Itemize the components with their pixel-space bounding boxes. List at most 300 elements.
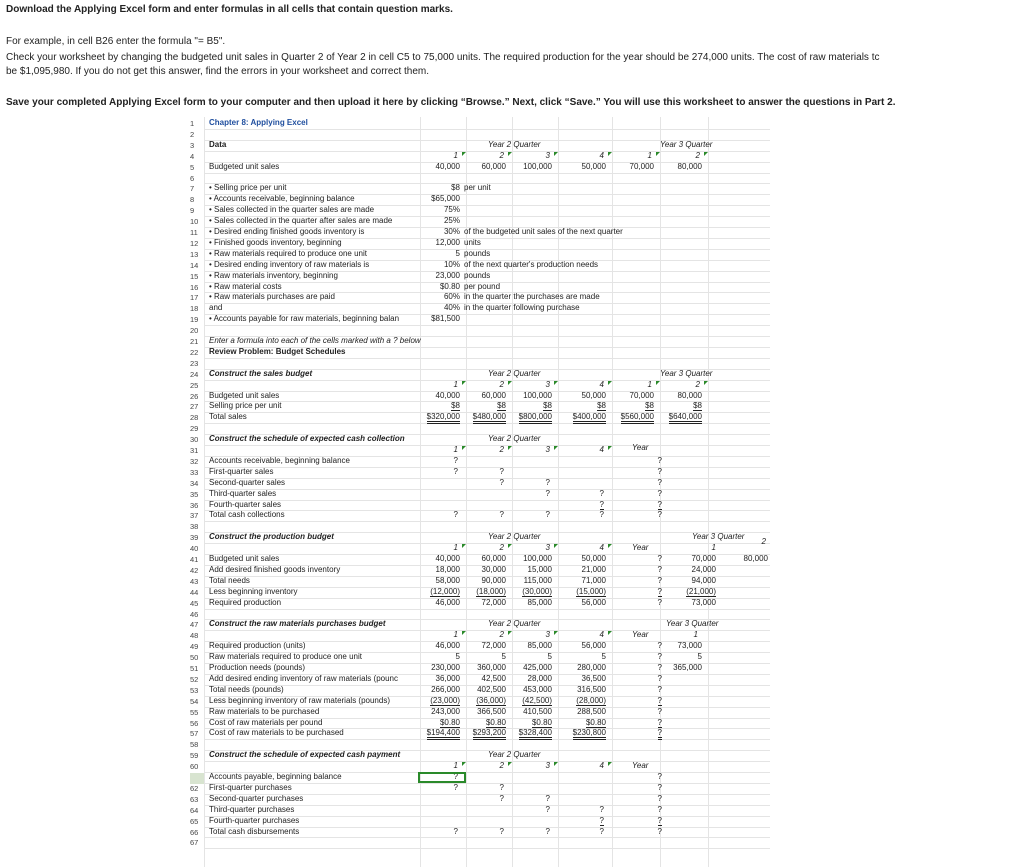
formula-cell[interactable]: ?: [657, 684, 662, 694]
cell-value[interactable]: (12,000): [430, 586, 460, 596]
formula-cell[interactable]: ?: [453, 455, 458, 465]
row-number: 4: [190, 151, 195, 161]
row-number: 45: [190, 598, 199, 608]
quarter-header: 2: [499, 543, 504, 553]
formula-cell[interactable]: ?: [499, 793, 504, 803]
cell-value[interactable]: 23,000: [435, 270, 460, 280]
formula-cell[interactable]: ?: [657, 652, 662, 662]
cell-value[interactable]: 25%: [443, 216, 460, 226]
row-label: Third-quarter purchases: [209, 804, 295, 814]
row-label: Total sales: [209, 412, 247, 422]
row-label: Budgeted unit sales: [209, 390, 280, 400]
column-group-header: Year 3 Quarter: [660, 368, 713, 378]
cell-value[interactable]: (42,500): [522, 695, 552, 705]
row-number: 50: [190, 653, 199, 663]
formula-cell[interactable]: ?: [499, 826, 504, 836]
row-label: Raw materials to be purchased: [209, 706, 320, 716]
quarter-header: 2: [695, 150, 700, 160]
row-label: Construct the sales budget: [209, 368, 313, 378]
quarter-header: 1: [647, 150, 652, 160]
quarter-header: 4: [599, 543, 604, 553]
quarter-header: 1: [693, 630, 698, 640]
cell-value[interactable]: 73,000: [691, 597, 716, 607]
instruction-save: Save your completed Applying Excel form to your computer and then upload it here by clicking “Browse.” Next, click “Save.” You will use this worksheet to answer the questions in Part 2.: [6, 97, 896, 108]
cell-value[interactable]: 80,000: [743, 554, 768, 563]
cell-value[interactable]: 56,000: [581, 597, 606, 607]
cell-comment-marker: [462, 381, 466, 385]
row-label: Required production (units): [209, 641, 306, 651]
row-number: 57: [190, 729, 199, 739]
cell-comment-marker: [462, 544, 466, 548]
cell-comment-marker: [704, 381, 708, 385]
quarter-header: 1: [453, 445, 458, 454]
row-label: Total cash disbursements: [209, 826, 300, 836]
quarter-header: 2: [695, 379, 700, 389]
cell-value[interactable]: (28,000): [576, 695, 606, 705]
cell-value[interactable]: 288,500: [577, 706, 606, 716]
quarter-header: 3: [545, 445, 550, 454]
column-group-header: Year 2 Quarter: [488, 532, 541, 542]
gridline: [204, 151, 770, 152]
cell-value[interactable]: 40%: [443, 303, 460, 313]
cell-value[interactable]: 100,000: [523, 554, 552, 563]
quarter-header: 3: [545, 543, 550, 553]
quarter-header: 2: [499, 150, 504, 160]
cell-value[interactable]: $400,000: [573, 412, 606, 424]
row-number: 65: [190, 816, 199, 826]
row-number: 41: [190, 555, 199, 564]
cell-value[interactable]: 266,000: [431, 684, 460, 694]
row-label: Less beginning inventory of raw materials (pounds): [209, 695, 390, 705]
cell-value[interactable]: 5: [455, 248, 460, 258]
row-label: • Raw materials purchases are paid: [209, 292, 335, 302]
row-number: 60: [190, 762, 199, 772]
row-label: Cost of raw materials to be purchased: [209, 728, 344, 738]
formula-cell[interactable]: ?: [453, 782, 458, 792]
cell-value[interactable]: 72,000: [481, 641, 506, 651]
cell-value[interactable]: 360,000: [477, 663, 506, 672]
row-number: 63: [190, 794, 199, 804]
row-number: 40: [190, 544, 199, 554]
cell-value[interactable]: $293,200: [473, 728, 506, 740]
formula-cell[interactable]: ?: [599, 815, 604, 825]
formula-cell[interactable]: ?: [599, 488, 604, 498]
row-label: Review Problem: Budget Schedules: [209, 346, 346, 356]
cell-value[interactable]: $8: [451, 183, 460, 193]
cell-value[interactable]: 50,000: [581, 390, 606, 400]
cell-value[interactable]: $480,000: [473, 412, 506, 424]
row-number: 28: [190, 413, 199, 423]
formula-cell[interactable]: ?: [657, 706, 662, 716]
quarter-header: 1: [453, 543, 458, 553]
row-number: 1: [190, 119, 195, 128]
formula-cell[interactable]: ?: [545, 488, 550, 498]
row-number: 22: [190, 347, 199, 357]
row-number: 19: [190, 315, 199, 325]
formula-cell[interactable]: ?: [453, 510, 458, 520]
gridline: [204, 500, 770, 501]
row-number: 59: [190, 751, 199, 761]
cell-comment-marker: [508, 446, 512, 450]
row-label: • Accounts receivable, beginning balance: [209, 194, 355, 204]
cell-comment-marker: [608, 544, 612, 548]
cell-value[interactable]: $8: [597, 401, 606, 411]
cell-value[interactable]: 28,000: [527, 673, 552, 683]
formula-cell[interactable]: ?: [499, 477, 504, 487]
cell-value[interactable]: 5: [547, 652, 552, 662]
formula-cell[interactable]: ?: [657, 510, 662, 520]
cell-value[interactable]: 70,000: [629, 390, 654, 400]
row-label: Second-quarter purchases: [209, 793, 304, 803]
instruction-check: Check your worksheet by changing the budgeted unit sales in Quarter 2 of Year 2 in cell C5 to 75,000 units. The required production for the year should be 274,000 units. The cost of raw materials tc: [6, 52, 880, 63]
gridline: [204, 380, 770, 381]
row-label: Add desired ending inventory of raw materials (pounc: [209, 673, 398, 683]
cell-value[interactable]: 75%: [443, 205, 460, 215]
gridline: [204, 325, 770, 326]
row-label: First-quarter purchases: [209, 782, 292, 792]
cell-value[interactable]: 42,500: [481, 673, 506, 683]
quarter-header: 3: [545, 761, 550, 771]
cell-value[interactable]: $65,000: [431, 194, 460, 204]
cell-value[interactable]: 72,000: [481, 597, 506, 607]
row-number: 25: [190, 380, 199, 390]
row-number: 9: [190, 206, 195, 216]
cell-value[interactable]: 100,000: [523, 390, 552, 400]
cell-value[interactable]: 40,000: [435, 390, 460, 400]
cell-value[interactable]: 94,000: [691, 575, 716, 585]
row-label: Accounts payable, beginning balance: [209, 772, 342, 781]
cell-value[interactable]: 50,000: [581, 554, 606, 563]
row-label: • Sales collected in the quarter sales are made: [209, 205, 375, 215]
row-number: 35: [190, 489, 199, 499]
cell-value[interactable]: 46,000: [435, 641, 460, 651]
formula-cell[interactable]: ?: [657, 455, 662, 465]
assumption-note: pounds: [464, 270, 491, 280]
cell-value[interactable]: 243,000: [431, 706, 460, 716]
cell-value[interactable]: 5: [601, 652, 606, 662]
row-label: Total needs: [209, 575, 250, 585]
cell-value[interactable]: $0.80: [531, 717, 552, 727]
row-label: Accounts receivable, beginning balance: [209, 455, 350, 465]
row-label: Fourth-quarter sales: [209, 499, 282, 509]
cell-value[interactable]: 50,000: [581, 161, 606, 171]
row-number: 62: [190, 783, 199, 793]
assumption-note: in the quarter following purchase: [464, 303, 580, 313]
cell-value[interactable]: 100,000: [523, 161, 552, 171]
cell-value[interactable]: (23,000): [430, 695, 460, 705]
row-number: 23: [190, 358, 199, 368]
quarter-header: 3: [545, 150, 550, 160]
column-line: [708, 117, 709, 867]
cell-value[interactable]: $8: [497, 401, 506, 411]
row-label: Cost of raw materials per pound: [209, 717, 323, 727]
cell-value[interactable]: 70,000: [629, 161, 654, 171]
row-number: 47: [190, 620, 199, 630]
formula-cell[interactable]: ?: [453, 826, 458, 836]
active-cell-selection[interactable]: [418, 772, 466, 783]
formula-cell[interactable]: ?: [658, 728, 662, 740]
cell-value[interactable]: 85,000: [527, 641, 552, 651]
cell-value[interactable]: $800,000: [519, 412, 552, 424]
formula-cell[interactable]: ?: [657, 793, 662, 803]
gridline: [204, 630, 770, 631]
cell-value[interactable]: 60%: [443, 292, 460, 302]
row-label: • Selling price per unit: [209, 183, 287, 193]
cell-value[interactable]: 230,000: [431, 663, 460, 672]
row-number: 37: [190, 511, 199, 521]
formula-cell[interactable]: ?: [657, 772, 662, 781]
row-number: 17: [190, 293, 199, 303]
formula-cell[interactable]: ?: [657, 815, 662, 825]
cell-value[interactable]: 30%: [443, 227, 460, 236]
row-number: 53: [190, 685, 199, 695]
row-number: 55: [190, 707, 199, 717]
cell-value[interactable]: 30,000: [481, 564, 506, 574]
quarter-header: 1: [453, 379, 458, 389]
cell-value[interactable]: $328,400: [519, 728, 552, 740]
cell-value[interactable]: 90,000: [481, 575, 506, 585]
cell-comment-marker: [554, 446, 558, 450]
formula-cell[interactable]: ?: [657, 673, 662, 683]
cell-value[interactable]: 58,000: [435, 575, 460, 585]
cell-value[interactable]: $8: [693, 401, 702, 411]
column-group-header: Year 2 Quarter: [488, 139, 541, 149]
row-number: 46: [190, 609, 199, 619]
formula-cell[interactable]: ?: [545, 804, 550, 814]
row-number: 64: [190, 805, 199, 815]
year-header: Year: [632, 443, 649, 452]
formula-cell[interactable]: ?: [657, 782, 662, 792]
cell-comment-marker: [462, 152, 466, 156]
row-label: Construct the raw materials purchases budget: [209, 619, 386, 629]
cell-value[interactable]: 12,000: [435, 237, 460, 247]
cell-value[interactable]: $8: [645, 401, 654, 411]
formula-cell[interactable]: ?: [545, 826, 550, 836]
formula-cell[interactable]: ?: [657, 488, 662, 498]
cell-value[interactable]: 40,000: [435, 161, 460, 171]
cell-comment-marker: [554, 381, 558, 385]
cell-value[interactable]: 316,500: [577, 684, 606, 694]
row-label: Construct the schedule of expected cash collection: [209, 434, 405, 444]
cell-value[interactable]: $640,000: [669, 412, 702, 424]
cell-comment-marker: [704, 152, 708, 156]
selected-row-indicator: [190, 773, 204, 784]
quarter-header: 1: [711, 543, 716, 553]
formula-cell[interactable]: ?: [657, 717, 662, 727]
row-label: Fourth-quarter purchases: [209, 815, 300, 825]
cell-value[interactable]: 56,000: [581, 641, 606, 651]
formula-cell[interactable]: ?: [657, 695, 662, 705]
cell-value[interactable]: 5: [501, 652, 506, 662]
cell-value[interactable]: $0.80: [585, 717, 606, 727]
row-label: Less beginning inventory: [209, 586, 298, 596]
cell-value[interactable]: $0.80: [485, 717, 506, 727]
cell-value[interactable]: 46,000: [435, 597, 460, 607]
row-number: 2: [190, 129, 195, 139]
cell-value[interactable]: 410,500: [523, 706, 552, 716]
quarter-header: 1: [453, 150, 458, 160]
assumption-note: pounds: [464, 248, 491, 258]
cell-value[interactable]: 453,000: [523, 684, 552, 694]
row-label: Second-quarter sales: [209, 477, 286, 487]
formula-cell[interactable]: ?: [499, 510, 504, 520]
quarter-header: 4: [599, 630, 604, 640]
cell-value[interactable]: 5: [455, 652, 460, 662]
row-number: 48: [190, 631, 199, 641]
row-number: 6: [190, 173, 195, 183]
cell-value[interactable]: $0.80: [439, 281, 460, 291]
row-label: Total needs (pounds): [209, 684, 284, 694]
row-label: First-quarter sales: [209, 466, 274, 476]
formula-cell[interactable]: ?: [545, 477, 550, 487]
cell-comment-marker: [608, 381, 612, 385]
row-number: 58: [190, 740, 199, 750]
cell-value[interactable]: (15,000): [576, 586, 606, 596]
cell-value[interactable]: $8: [451, 401, 460, 411]
column-group-header: Year 3 Quarter: [660, 139, 713, 149]
cell-value[interactable]: 115,000: [523, 575, 552, 585]
quarter-header: 2: [499, 630, 504, 640]
cell-value[interactable]: 73,000: [677, 641, 702, 651]
row-label: • Sales collected in the quarter after sales are made: [209, 216, 393, 226]
formula-cell[interactable]: ?: [599, 804, 604, 814]
cell-value[interactable]: $0.80: [439, 717, 460, 727]
column-line: [420, 117, 421, 867]
cell-comment-marker: [462, 631, 466, 635]
cell-value[interactable]: $560,000: [621, 412, 654, 424]
formula-cell[interactable]: ?: [657, 586, 662, 596]
row-number: 21: [190, 337, 199, 346]
cell-value[interactable]: 18,000: [435, 564, 460, 574]
row-number: 10: [190, 217, 199, 227]
column-group-header: Year 2 Quarter: [488, 619, 541, 629]
gridline: [204, 478, 770, 479]
cell-value[interactable]: 60,000: [481, 390, 506, 400]
cell-value[interactable]: 60,000: [481, 161, 506, 171]
formula-cell[interactable]: ?: [657, 663, 662, 672]
cell-value[interactable]: $81,500: [431, 314, 460, 324]
assumption-note: per pound: [464, 281, 501, 291]
cell-value[interactable]: 425,000: [523, 663, 552, 672]
formula-cell[interactable]: ?: [657, 597, 662, 607]
cell-value[interactable]: 80,000: [677, 390, 702, 400]
quarter-header: 1: [647, 379, 652, 389]
cell-comment-marker: [656, 152, 660, 156]
cell-value[interactable]: 365,000: [673, 663, 702, 672]
gridline: [204, 467, 770, 468]
row-number: 27: [190, 402, 199, 412]
formula-cell[interactable]: ?: [545, 793, 550, 803]
gridline: [204, 609, 770, 610]
assumption-note: of the budgeted unit sales of the next quarter: [464, 227, 623, 236]
row-number: 13: [190, 249, 199, 259]
spreadsheet[interactable]: [190, 117, 770, 867]
cell-value[interactable]: 21,000: [581, 564, 606, 574]
gridline: [204, 445, 770, 446]
row-number: 32: [190, 456, 199, 466]
formula-cell[interactable]: ?: [657, 826, 662, 836]
cell-value[interactable]: 402,500: [477, 684, 506, 694]
cell-comment-marker: [508, 544, 512, 548]
cell-value[interactable]: 36,000: [435, 673, 460, 683]
gridline: [204, 848, 770, 849]
formula-cell[interactable]: ?: [657, 466, 662, 476]
row-number: 33: [190, 467, 199, 477]
quarter-header: 2: [499, 379, 504, 389]
cell-value[interactable]: 71,000: [581, 575, 606, 585]
formula-cell[interactable]: ?: [657, 575, 662, 585]
row-number: 36: [190, 500, 199, 510]
cell-value[interactable]: $8: [543, 401, 552, 411]
formula-cell[interactable]: ?: [599, 826, 604, 836]
formula-cell[interactable]: ?: [657, 554, 662, 563]
cell-value[interactable]: 60,000: [481, 554, 506, 563]
formula-cell[interactable]: ?: [657, 499, 662, 509]
cell-value[interactable]: 280,000: [577, 663, 606, 672]
cell-value[interactable]: (21,000): [686, 586, 716, 596]
cell-value[interactable]: 366,500: [477, 706, 506, 716]
quarter-header: 4: [599, 445, 604, 454]
row-label: Enter a formula into each of the cells marked with a ? below: [209, 336, 421, 345]
cell-value[interactable]: 5: [697, 652, 702, 662]
cell-value[interactable]: $320,000: [427, 412, 460, 424]
row-label: Required production: [209, 597, 282, 607]
cell-value[interactable]: (18,000): [476, 586, 506, 596]
row-number: 44: [190, 587, 199, 597]
cell-value[interactable]: 40,000: [435, 554, 460, 563]
cell-value[interactable]: 15,000: [527, 564, 552, 574]
cell-value[interactable]: 36,500: [581, 673, 606, 683]
row-label: Selling price per unit: [209, 401, 282, 411]
cell-value[interactable]: 85,000: [527, 597, 552, 607]
cell-value[interactable]: $194,400: [427, 728, 460, 740]
formula-cell[interactable]: ?: [657, 477, 662, 487]
row-number: 34: [190, 478, 199, 488]
quarter-header: 4: [599, 150, 604, 160]
formula-cell[interactable]: ?: [499, 782, 504, 792]
formula-cell[interactable]: ?: [545, 510, 550, 520]
formula-cell[interactable]: ?: [599, 510, 604, 520]
assumption-note: units: [464, 237, 481, 247]
formula-cell[interactable]: ?: [599, 499, 604, 509]
cell-value[interactable]: $230,800: [573, 728, 606, 740]
formula-cell[interactable]: ?: [657, 641, 662, 651]
row-label: Budgeted unit sales: [209, 161, 280, 171]
formula-cell[interactable]: ?: [657, 564, 662, 574]
cell-value[interactable]: (36,000): [476, 695, 506, 705]
row-number: 20: [190, 326, 199, 336]
cell-value[interactable]: 24,000: [691, 564, 716, 574]
cell-value[interactable]: 70,000: [691, 554, 716, 563]
row-label: • Desired ending finished goods inventory is: [209, 227, 365, 236]
assumption-note: in the quarter the purchases are made: [464, 292, 600, 302]
year-header: Year: [632, 630, 649, 640]
formula-cell[interactable]: ?: [453, 466, 458, 476]
cell-comment-marker: [554, 631, 558, 635]
cell-value[interactable]: 10%: [443, 259, 460, 269]
formula-cell[interactable]: ?: [453, 772, 458, 781]
cell-comment-marker: [608, 762, 612, 766]
formula-cell[interactable]: ?: [657, 804, 662, 814]
quarter-header: 1: [453, 761, 458, 771]
cell-value[interactable]: 80,000: [677, 161, 702, 171]
quarter-header: 4: [599, 761, 604, 771]
row-number: 18: [190, 304, 199, 314]
formula-cell[interactable]: ?: [499, 466, 504, 476]
gridline: [204, 837, 770, 838]
cell-value[interactable]: (30,000): [522, 586, 552, 596]
cell-comment-marker: [508, 381, 512, 385]
